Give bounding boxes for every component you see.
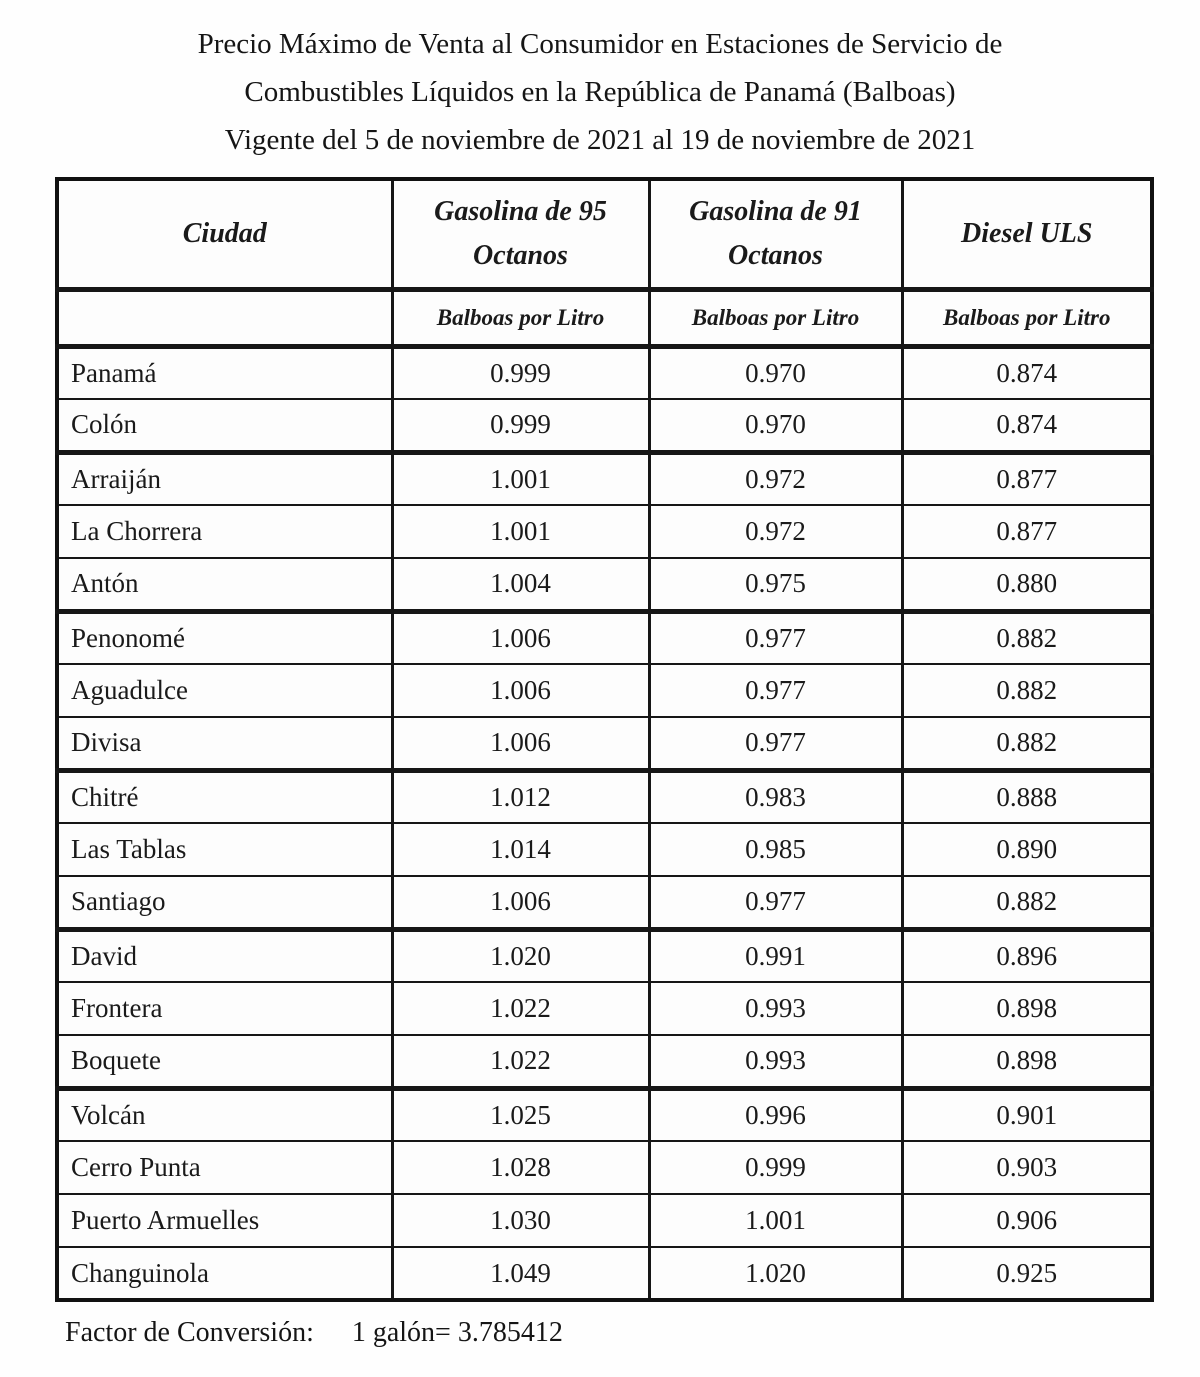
price-gasolina-95-cell: 1.001 xyxy=(392,505,649,558)
unit-cell-gasolina-95: Balboas por Litro xyxy=(392,289,649,346)
price-gasolina-95-cell: 1.028 xyxy=(392,1141,649,1194)
header-label-line: Octanos xyxy=(473,239,568,271)
price-gasolina-95-cell: 1.012 xyxy=(392,770,649,823)
unit-row xyxy=(57,289,1152,346)
unit-cell-gasolina-91: Balboas por Litro xyxy=(649,289,902,346)
conversion-factor-value: 1 galón= 3.785412 xyxy=(351,1317,563,1348)
price-gasolina-95-cell: 0.999 xyxy=(392,346,649,399)
price-gasolina-91-cell: 0.975 xyxy=(649,558,902,611)
price-gasolina-95-cell: 1.004 xyxy=(392,558,649,611)
table-row xyxy=(57,1035,1152,1088)
price-gasolina-95-cell: 1.022 xyxy=(392,982,649,1035)
unit-cell-diesel-uls: Balboas por Litro xyxy=(902,289,1152,346)
price-gasolina-91-cell: 0.970 xyxy=(649,399,902,452)
price-diesel-uls-cell: 0.901 xyxy=(902,1088,1152,1141)
price-gasolina-91-cell: 0.972 xyxy=(649,452,902,505)
table-row xyxy=(57,717,1152,770)
table-row xyxy=(57,982,1152,1035)
city-cell: Panamá xyxy=(57,346,392,399)
table-row xyxy=(57,611,1152,664)
price-gasolina-95-cell: 1.001 xyxy=(392,452,649,505)
title-line-3: Vigente del 5 de noviembre de 2021 al 19 de noviembre de 2021 xyxy=(224,124,976,156)
header-label-line: Gasolina de 91 xyxy=(689,195,862,227)
price-gasolina-95-cell: 1.049 xyxy=(392,1247,649,1300)
price-diesel-uls-cell: 0.880 xyxy=(902,558,1152,611)
price-gasolina-95-cell: 1.022 xyxy=(392,1035,649,1088)
unit-cell-empty xyxy=(57,289,392,346)
price-gasolina-95-cell: 1.006 xyxy=(392,664,649,717)
city-cell: Penonomé xyxy=(57,611,392,664)
fuel-price-table xyxy=(55,177,1154,1302)
city-cell: Antón xyxy=(57,558,392,611)
price-diesel-uls-cell: 0.888 xyxy=(902,770,1152,823)
price-gasolina-91-cell: 0.977 xyxy=(649,876,902,929)
city-cell: Frontera xyxy=(57,982,392,1035)
city-cell: Boquete xyxy=(57,1035,392,1088)
header-label-line: Octanos xyxy=(728,239,823,271)
price-gasolina-95-cell: 1.020 xyxy=(392,929,649,982)
table-row xyxy=(57,505,1152,558)
header-cell-diesel-uls: Diesel ULS xyxy=(902,179,1152,289)
price-diesel-uls-cell: 0.890 xyxy=(902,823,1152,876)
price-gasolina-95-cell: 1.006 xyxy=(392,717,649,770)
price-gasolina-91-cell: 0.993 xyxy=(649,982,902,1035)
price-diesel-uls-cell: 0.903 xyxy=(902,1141,1152,1194)
price-diesel-uls-cell: 0.882 xyxy=(902,664,1152,717)
table-row xyxy=(57,452,1152,505)
table-row xyxy=(57,1088,1152,1141)
city-cell: Santiago xyxy=(57,876,392,929)
city-cell: Divisa xyxy=(57,717,392,770)
table-row xyxy=(57,346,1152,399)
city-cell: Arraiján xyxy=(57,452,392,505)
price-diesel-uls-cell: 0.898 xyxy=(902,1035,1152,1088)
city-cell: Changuinola xyxy=(57,1247,392,1300)
table-row xyxy=(57,929,1152,982)
price-diesel-uls-cell: 0.882 xyxy=(902,717,1152,770)
header-cell-ciudad: Ciudad xyxy=(57,179,392,289)
document-title xyxy=(0,0,1200,164)
table-row xyxy=(57,1194,1152,1247)
price-gasolina-91-cell: 0.977 xyxy=(649,611,902,664)
header-cell-gasolina-95 xyxy=(392,179,649,289)
price-diesel-uls-cell: 0.874 xyxy=(902,346,1152,399)
city-cell: Cerro Punta xyxy=(57,1141,392,1194)
price-gasolina-95-cell: 1.014 xyxy=(392,823,649,876)
table-row xyxy=(57,1247,1152,1300)
title-line-1: Precio Máximo de Venta al Consumidor en Estaciones de Servicio de xyxy=(197,28,1003,60)
price-diesel-uls-cell: 0.877 xyxy=(902,452,1152,505)
city-cell: Colón xyxy=(57,399,392,452)
price-gasolina-91-cell: 0.983 xyxy=(649,770,902,823)
header-row xyxy=(57,179,1152,289)
table-row xyxy=(57,823,1152,876)
price-gasolina-91-cell: 0.993 xyxy=(649,1035,902,1088)
price-gasolina-91-cell: 0.985 xyxy=(649,823,902,876)
table-row xyxy=(57,1141,1152,1194)
table-row xyxy=(57,664,1152,717)
price-gasolina-91-cell: 1.020 xyxy=(649,1247,902,1300)
price-gasolina-91-cell: 0.977 xyxy=(649,664,902,717)
city-cell: La Chorrera xyxy=(57,505,392,558)
price-gasolina-91-cell: 0.972 xyxy=(649,505,902,558)
city-cell: Chitré xyxy=(57,770,392,823)
price-gasolina-95-cell: 0.999 xyxy=(392,399,649,452)
price-diesel-uls-cell: 0.882 xyxy=(902,876,1152,929)
price-gasolina-91-cell: 1.001 xyxy=(649,1194,902,1247)
city-cell: Las Tablas xyxy=(57,823,392,876)
price-gasolina-95-cell: 1.025 xyxy=(392,1088,649,1141)
price-diesel-uls-cell: 0.896 xyxy=(902,929,1152,982)
city-cell: Puerto Armuelles xyxy=(57,1194,392,1247)
price-diesel-uls-cell: 0.898 xyxy=(902,982,1152,1035)
price-gasolina-91-cell: 0.996 xyxy=(649,1088,902,1141)
table-row xyxy=(57,558,1152,611)
price-diesel-uls-cell: 0.882 xyxy=(902,611,1152,664)
table-row xyxy=(57,876,1152,929)
price-gasolina-95-cell: 1.006 xyxy=(392,611,649,664)
conversion-factor xyxy=(65,1317,1200,1349)
price-gasolina-91-cell: 0.970 xyxy=(649,346,902,399)
price-gasolina-91-cell: 0.999 xyxy=(649,1141,902,1194)
table-row xyxy=(57,770,1152,823)
header-label-line: Gasolina de 95 xyxy=(434,195,607,227)
price-diesel-uls-cell: 0.877 xyxy=(902,505,1152,558)
price-gasolina-91-cell: 0.991 xyxy=(649,929,902,982)
price-gasolina-91-cell: 0.977 xyxy=(649,717,902,770)
price-diesel-uls-cell: 0.874 xyxy=(902,399,1152,452)
price-gasolina-95-cell: 1.030 xyxy=(392,1194,649,1247)
header-cell-gasolina-91 xyxy=(649,179,902,289)
city-cell: Volcán xyxy=(57,1088,392,1141)
price-gasolina-95-cell: 1.006 xyxy=(392,876,649,929)
title-line-2: Combustibles Líquidos en la República de Panamá (Balboas) xyxy=(244,76,956,108)
table-row xyxy=(57,399,1152,452)
city-cell: David xyxy=(57,929,392,982)
price-diesel-uls-cell: 0.906 xyxy=(902,1194,1152,1247)
conversion-factor-label: Factor de Conversión: xyxy=(65,1317,314,1348)
price-diesel-uls-cell: 0.925 xyxy=(902,1247,1152,1300)
city-cell: Aguadulce xyxy=(57,664,392,717)
